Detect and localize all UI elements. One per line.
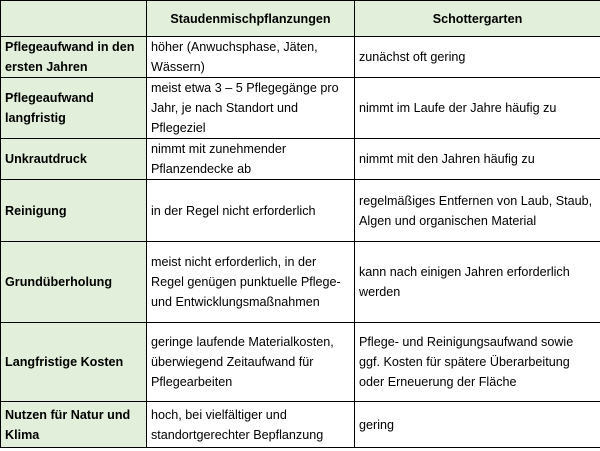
cell-stauden: nimmt mit zunehmender Pflanzendecke ab: [147, 139, 355, 180]
header-row: [1, 1, 600, 37]
table-row: [1, 402, 600, 448]
cell-schotter: gering: [355, 402, 600, 448]
table-row: [1, 323, 600, 402]
cell-schotter: kann nach einigen Jahren erforderlich werden: [355, 242, 600, 323]
table-row: [1, 37, 600, 78]
row-label: Unkrautdruck: [1, 139, 147, 180]
cell-schotter: regelmäßiges Entfernen von Laub, Staub, Algen und organischen Material: [355, 180, 600, 242]
table-row: [1, 139, 600, 180]
row-label: Pflegeaufwand langfristig: [1, 78, 147, 139]
header-corner: [1, 1, 147, 37]
row-label: Pflegeaufwand in den ersten Jahren: [1, 37, 147, 78]
cell-stauden: geringe laufende Materialkosten, überwiegend Zeitaufwand für Pflegearbeiten: [147, 323, 355, 402]
cell-stauden: hoch, bei vielfältiger und standortgerechter Bepflanzung: [147, 402, 355, 448]
cell-schotter: nimmt im Laufe der Jahre häufig zu: [355, 78, 600, 139]
cell-stauden: meist etwa 3 – 5 Pflegegänge pro Jahr, je nach Standort und Pflegeziel: [147, 78, 355, 139]
table-row: [1, 242, 600, 323]
cell-stauden: meist nicht erforderlich, in der Regel genügen punktuelle Pflege- und Entwicklungsmaßnahmen: [147, 242, 355, 323]
cell-schotter: zunächst oft gering: [355, 37, 600, 78]
row-label: Langfristige Kosten: [1, 323, 147, 402]
table-row: [1, 78, 600, 139]
cell-stauden: in der Regel nicht erforderlich: [147, 180, 355, 242]
cell-schotter: nimmt mit den Jahren häufig zu: [355, 139, 600, 180]
header-staudenmischpflanzungen: Staudenmischpflanzungen: [147, 1, 355, 37]
row-label: Reinigung: [1, 180, 147, 242]
table-row: [1, 180, 600, 242]
cell-schotter: Pflege- und Reinigungsaufwand sowie ggf. Kosten für spätere Überarbeitung oder Erneuerung der Fläche: [355, 323, 600, 402]
row-label: Nutzen für Natur und Klima: [1, 402, 147, 448]
cell-stauden: höher (Anwuchsphase, Jäten, Wässern): [147, 37, 355, 78]
header-schottergarten: Schottergarten: [355, 1, 600, 37]
row-label: Grundüberholung: [1, 242, 147, 323]
